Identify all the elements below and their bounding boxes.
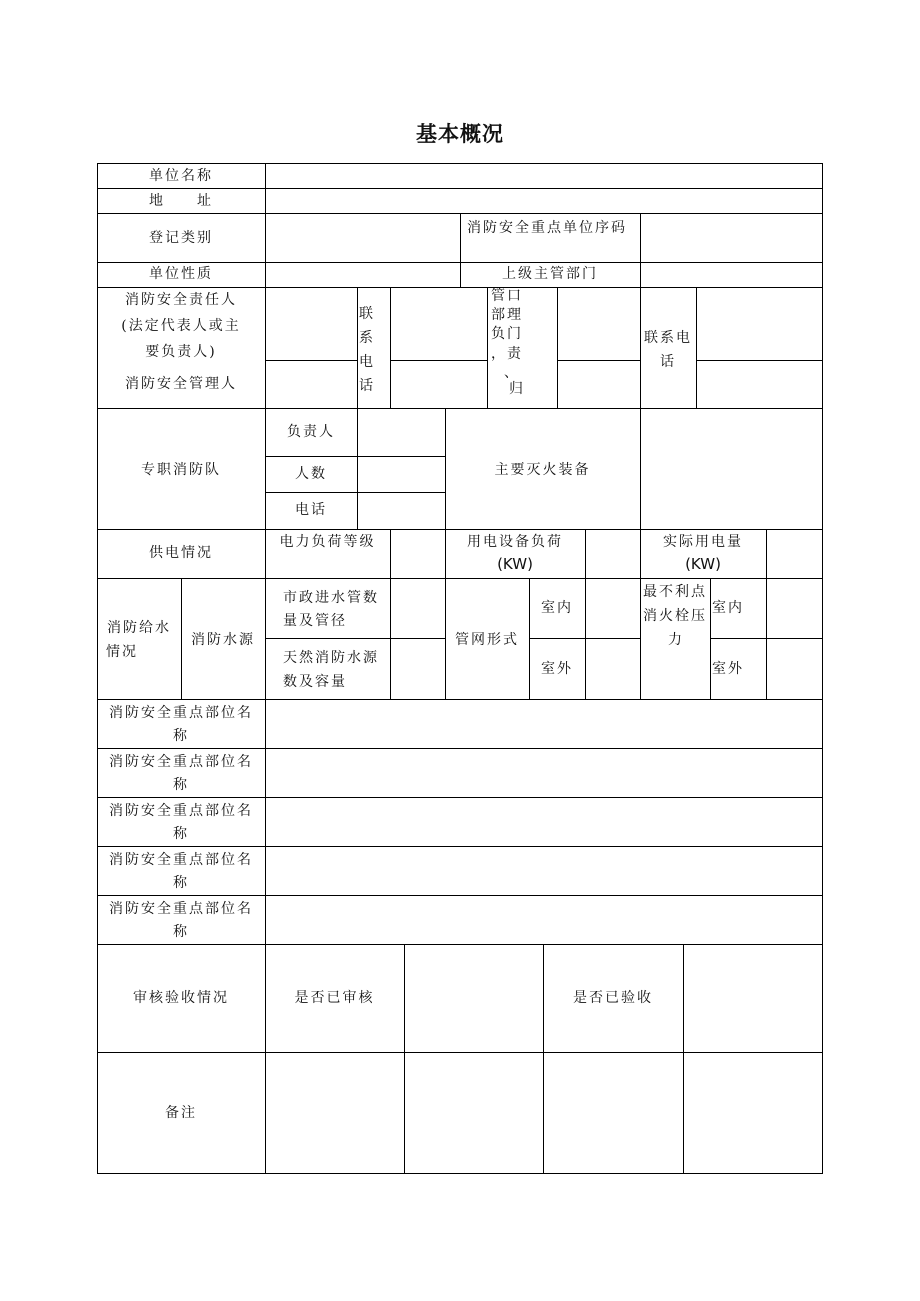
grid-line — [696, 360, 823, 361]
contact-phone-label: 联 — [359, 306, 375, 322]
municipal-pipe-label: 量及管径 — [283, 613, 347, 629]
audited-label: 是否已审核 — [294, 990, 375, 1006]
key-part-label: 消防安全重点部位名 — [109, 852, 253, 868]
outdoor-label: 室外 — [712, 661, 744, 677]
brigade-phone-label: 电话 — [295, 502, 327, 518]
superior-dept-label: 上级主管部门 — [502, 266, 598, 282]
equipment-load-label: 用电设备负荷 — [467, 534, 563, 550]
grid-line — [696, 287, 697, 408]
dept-label: 归 — [509, 381, 525, 397]
pressure-label: 最不利点 — [643, 584, 707, 600]
grid-line — [557, 360, 640, 361]
grid-line — [640, 287, 641, 408]
grid-line — [766, 578, 767, 699]
grid-line — [357, 287, 358, 408]
key-part-label: 称 — [173, 728, 189, 744]
grid-line — [97, 846, 823, 847]
address-label: 地 址 — [149, 193, 213, 209]
municipal-pipe-label: 市政进水管数 — [283, 590, 379, 606]
key-part-label: 称 — [173, 826, 189, 842]
grid-line — [557, 287, 558, 408]
equipment-load-unit: (KW) — [497, 555, 533, 573]
key-part-label: 消防安全重点部位名 — [109, 705, 253, 721]
contact-phone-2-label: 联系电 — [644, 330, 692, 346]
contact-phone-label: 系 — [359, 330, 375, 346]
key-part-label: 消防安全重点部位名 — [109, 803, 253, 819]
grid-line — [710, 578, 711, 699]
grid-line — [97, 895, 823, 896]
grid-line — [97, 944, 823, 945]
grid-line — [585, 529, 586, 699]
network-form-label: 管网形式 — [455, 632, 519, 648]
fire-brigade-label: 专职消防队 — [141, 462, 221, 478]
grid-line — [390, 287, 391, 408]
natural-source-label: 数及容量 — [283, 674, 347, 690]
power-load-level-label: 电力负荷等级 — [279, 534, 376, 550]
pressure-label: 力 — [668, 632, 684, 648]
dept-label: 管口 — [491, 288, 523, 304]
unit-name-label: 单位名称 — [149, 168, 213, 184]
grid-line — [265, 360, 358, 361]
main-equipment-label: 主要灭火装备 — [494, 462, 591, 478]
water-source-label: 消防水源 — [191, 632, 255, 648]
grid-line — [543, 944, 544, 1174]
power-supply-label: 供电情况 — [149, 545, 213, 561]
audit-acceptance-label: 审核验收情况 — [133, 990, 229, 1006]
accepted-label: 是否已验收 — [573, 990, 653, 1006]
grid-line — [265, 492, 445, 493]
grid-line — [766, 529, 767, 579]
border-line — [97, 1173, 823, 1174]
key-part-label: 称 — [173, 875, 189, 891]
safety-responsible-label: 消防安全责任人 — [125, 292, 237, 308]
water-supply-label: 消防给水 — [107, 620, 171, 636]
contact-phone-label: 电 — [359, 354, 375, 370]
grid-line — [97, 1052, 823, 1053]
safety-responsible-label: (法定代表人或主 — [121, 318, 241, 334]
brigade-leader-label: 负责人 — [287, 424, 335, 440]
key-part-label: 称 — [173, 924, 189, 940]
dept-label: ，责 — [491, 346, 523, 362]
pressure-label: 消火栓压 — [643, 608, 707, 624]
dept-label: 、 — [504, 365, 520, 381]
registration-type-label: 登记类别 — [149, 230, 213, 246]
grid-line — [390, 360, 487, 361]
grid-line — [97, 699, 823, 700]
contact-phone-2-label: 话 — [660, 354, 676, 370]
grid-line — [97, 748, 823, 749]
grid-line — [97, 408, 823, 409]
grid-line — [265, 163, 266, 1174]
grid-line — [97, 578, 823, 579]
remarks-label: 备注 — [165, 1105, 197, 1121]
key-part-label: 消防安全重点部位名 — [109, 901, 253, 917]
actual-power-unit: (KW) — [685, 555, 721, 573]
outdoor-label: 室外 — [541, 661, 573, 677]
indoor-label: 室内 — [712, 600, 744, 616]
grid-line — [487, 287, 488, 408]
contact-phone-label: 话 — [359, 378, 375, 394]
actual-power-label: 实际用电量 — [663, 534, 743, 550]
key-part-label: 称 — [173, 777, 189, 793]
grid-line — [97, 797, 823, 798]
indoor-label: 室内 — [541, 600, 573, 616]
grid-line — [265, 638, 445, 639]
natural-source-label: 天然消防水源 — [283, 650, 379, 666]
grid-line — [390, 529, 391, 699]
brigade-count-label: 人数 — [295, 466, 327, 482]
dept-label: 负门 — [491, 326, 523, 342]
safety-responsible-label: 要负责人) — [145, 344, 217, 360]
dept-label: 部理 — [491, 307, 523, 323]
safety-manager-label: 消防安全管理人 — [125, 376, 237, 392]
water-supply-label: 情况 — [106, 644, 138, 660]
grid-line — [640, 213, 641, 288]
grid-line — [404, 944, 405, 1174]
grid-line — [265, 456, 445, 457]
border-line — [822, 163, 823, 1174]
grid-line — [683, 944, 684, 1174]
grid-line — [357, 408, 358, 529]
key-part-label: 消防安全重点部位名 — [109, 754, 253, 770]
unit-nature-label: 单位性质 — [149, 266, 213, 282]
page-title: 基本概况 — [416, 122, 504, 146]
key-unit-serial-label: 消防安全重点单位序码 — [467, 220, 627, 236]
